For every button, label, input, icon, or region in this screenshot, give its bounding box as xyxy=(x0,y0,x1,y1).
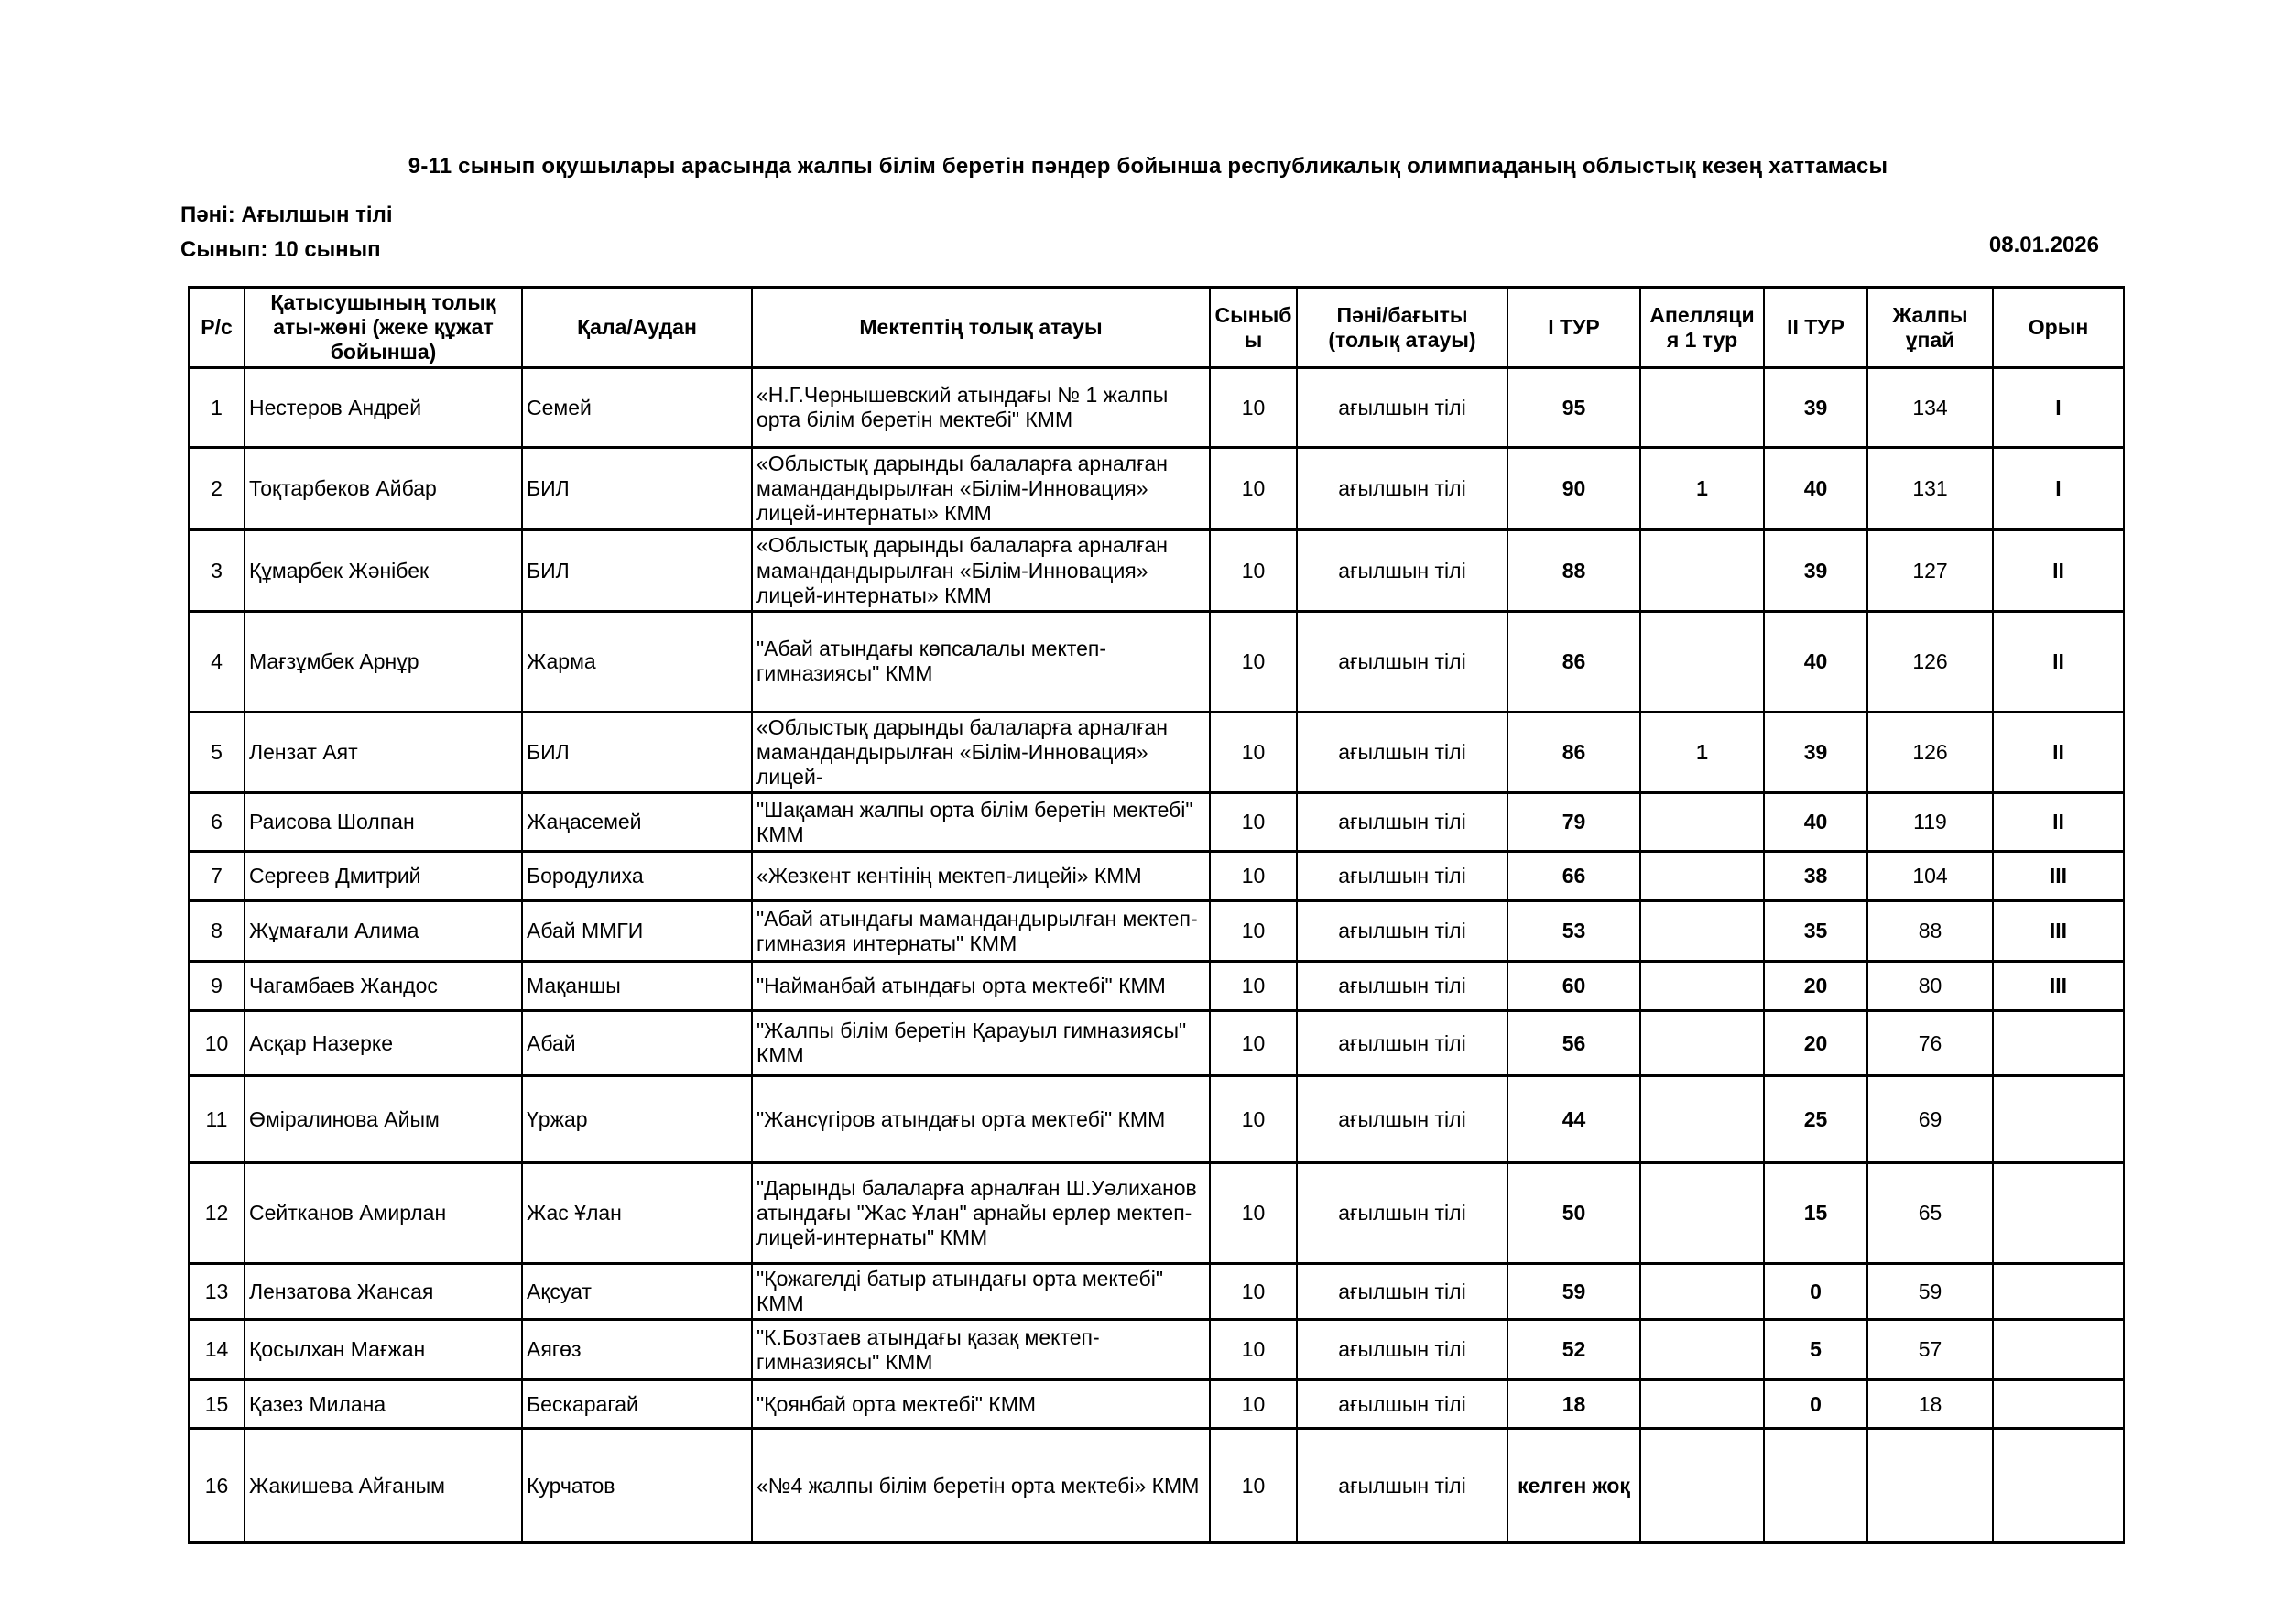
place-cell: III xyxy=(1993,852,2124,901)
total-score-cell: 65 xyxy=(1867,1163,1993,1264)
appeal-score-cell xyxy=(1640,962,1764,1011)
tour1-score-cell: 56 xyxy=(1507,1011,1640,1076)
tour2-score-cell: 20 xyxy=(1764,1011,1867,1076)
row-number-cell: 10 xyxy=(189,1011,245,1076)
school-cell: «№4 жалпы білім беретін орта мектебі» КММ xyxy=(752,1429,1210,1543)
tour1-score-cell: 88 xyxy=(1507,530,1640,611)
appeal-score-cell xyxy=(1640,368,1764,448)
tour2-score-cell: 25 xyxy=(1764,1076,1867,1163)
grade-cell: 10 xyxy=(1210,1380,1297,1429)
school-cell: "Қожагелді батыр атындағы орта мектебі" КММ xyxy=(752,1264,1210,1320)
document-title: 9-11 сынып оқушылары арасында жалпы білім беретін пәндер бойынша республикалық олимпиаданың облыстық кезең хаттамасы xyxy=(408,154,1888,179)
city-cell: Бородулиха xyxy=(522,852,752,901)
tour1-score-cell: 44 xyxy=(1507,1076,1640,1163)
table-row xyxy=(189,793,2124,852)
school-cell: «Облыстық дарынды балаларға арналған мамандандырылған «Білім-Инновация» лицей- xyxy=(752,712,1210,792)
school-cell: "Дарынды балаларға арналған Ш.Уәлиханов атындағы "Жас Ұлан" арнайы ерлер мектеп-лицей-интернаты" КММ xyxy=(752,1163,1210,1264)
appeal-score-cell xyxy=(1640,901,1764,962)
header-name: Қатысушының толық аты-жөні (жеке құжат бойынша) xyxy=(245,288,522,368)
place-cell: II xyxy=(1993,793,2124,852)
tour1-score-cell: 60 xyxy=(1507,962,1640,1011)
table-row xyxy=(189,1429,2124,1543)
table-header-row xyxy=(189,288,2124,368)
school-cell: "Абай атындағы көпсалалы мектеп-гимназиясы" КММ xyxy=(752,611,1210,712)
header-total: Жалпы ұпай xyxy=(1867,288,1993,368)
total-score-cell: 76 xyxy=(1867,1011,1993,1076)
table-row xyxy=(189,1163,2124,1264)
tour1-score-cell: 86 xyxy=(1507,712,1640,792)
total-score-cell: 131 xyxy=(1867,448,1993,530)
table-row xyxy=(189,1380,2124,1429)
city-cell: Бескарагай xyxy=(522,1380,752,1429)
tour2-score-cell: 0 xyxy=(1764,1264,1867,1320)
grade-cell: 10 xyxy=(1210,962,1297,1011)
appeal-score-cell xyxy=(1640,1380,1764,1429)
grade-cell: 10 xyxy=(1210,1429,1297,1543)
place-cell xyxy=(1993,1163,2124,1264)
table-row xyxy=(189,1320,2124,1380)
grade-label: Сынып: 10 сынып xyxy=(180,237,381,262)
tour2-score-cell: 5 xyxy=(1764,1320,1867,1380)
tour2-score-cell xyxy=(1764,1429,1867,1543)
subject-cell: ағылшын тілі xyxy=(1297,1264,1507,1320)
row-number-cell: 3 xyxy=(189,530,245,611)
tour2-score-cell: 15 xyxy=(1764,1163,1867,1264)
tour1-score-cell: 18 xyxy=(1507,1380,1640,1429)
tour2-score-cell: 38 xyxy=(1764,852,1867,901)
participant-name-cell: Сейтканов Амирлан xyxy=(245,1163,522,1264)
city-cell: Абай ММГИ xyxy=(522,901,752,962)
appeal-score-cell xyxy=(1640,852,1764,901)
participant-name-cell: Сергеев Дмитрий xyxy=(245,852,522,901)
participant-name-cell: Құмарбек Жәнібек xyxy=(245,530,522,611)
city-cell: БИЛ xyxy=(522,448,752,530)
school-cell: «Жезкент кентінің мектеп-лицейі» КММ xyxy=(752,852,1210,901)
subject-cell: ағылшын тілі xyxy=(1297,611,1507,712)
appeal-score-cell xyxy=(1640,1163,1764,1264)
total-score-cell: 126 xyxy=(1867,712,1993,792)
subject-cell: ағылшын тілі xyxy=(1297,368,1507,448)
row-number-cell: 14 xyxy=(189,1320,245,1380)
school-cell: "Абай атындағы мамандандырылған мектеп-гимназия интернаты" КММ xyxy=(752,901,1210,962)
subject-cell: ағылшын тілі xyxy=(1297,448,1507,530)
tour1-score-cell: 50 xyxy=(1507,1163,1640,1264)
city-cell: БИЛ xyxy=(522,530,752,611)
subject-cell: ағылшын тілі xyxy=(1297,962,1507,1011)
header-place: Орын xyxy=(1993,288,2124,368)
total-score-cell: 59 xyxy=(1867,1264,1993,1320)
appeal-score-cell xyxy=(1640,611,1764,712)
tour2-score-cell: 40 xyxy=(1764,448,1867,530)
grade-cell: 10 xyxy=(1210,1076,1297,1163)
grade-cell: 10 xyxy=(1210,1264,1297,1320)
place-cell xyxy=(1993,1320,2124,1380)
participant-name-cell: Раисова Шолпан xyxy=(245,793,522,852)
total-score-cell: 104 xyxy=(1867,852,1993,901)
grade-cell: 10 xyxy=(1210,1320,1297,1380)
school-cell: «Н.Г.Чернышевский атындағы № 1 жалпы орта білім беретін мектебі" КММ xyxy=(752,368,1210,448)
total-score-cell: 88 xyxy=(1867,901,1993,962)
tour2-score-cell: 0 xyxy=(1764,1380,1867,1429)
place-cell: III xyxy=(1993,901,2124,962)
tour1-score-cell: келген жоқ xyxy=(1507,1429,1640,1543)
city-cell: Мақаншы xyxy=(522,962,752,1011)
total-score-cell: 126 xyxy=(1867,611,1993,712)
participant-name-cell: Өміралинова Айым xyxy=(245,1076,522,1163)
place-cell: II xyxy=(1993,530,2124,611)
school-cell: "Қоянбай орта мектебі" КММ xyxy=(752,1380,1210,1429)
place-cell: I xyxy=(1993,368,2124,448)
tour1-score-cell: 86 xyxy=(1507,611,1640,712)
header-city: Қала/Аудан xyxy=(522,288,752,368)
table-row xyxy=(189,962,2124,1011)
city-cell: Абай xyxy=(522,1011,752,1076)
grade-cell: 10 xyxy=(1210,712,1297,792)
subject-cell: ағылшын тілі xyxy=(1297,852,1507,901)
subject-cell: ағылшын тілі xyxy=(1297,1320,1507,1380)
header-appeal: Апелляция 1 тур xyxy=(1640,288,1764,368)
appeal-score-cell xyxy=(1640,530,1764,611)
header-num: Р/с xyxy=(189,288,245,368)
subject-cell: ағылшын тілі xyxy=(1297,1380,1507,1429)
city-cell: Семей xyxy=(522,368,752,448)
subject-cell: ағылшын тілі xyxy=(1297,1429,1507,1543)
header-subject: Пәні/бағыты (толық атауы) xyxy=(1297,288,1507,368)
city-cell: Жаңасемей xyxy=(522,793,752,852)
tour1-score-cell: 52 xyxy=(1507,1320,1640,1380)
grade-cell: 10 xyxy=(1210,901,1297,962)
subject-label: Пәні: Ағылшын тілі xyxy=(180,202,393,227)
appeal-score-cell: 1 xyxy=(1640,448,1764,530)
row-number-cell: 16 xyxy=(189,1429,245,1543)
tour2-score-cell: 20 xyxy=(1764,962,1867,1011)
school-cell: "К.Бозтаев атындағы қазақ мектеп-гимназиясы" КММ xyxy=(752,1320,1210,1380)
row-number-cell: 5 xyxy=(189,712,245,792)
subject-cell: ағылшын тілі xyxy=(1297,1076,1507,1163)
table-row xyxy=(189,611,2124,712)
place-cell: II xyxy=(1993,712,2124,792)
participant-name-cell: Лензатова Жансая xyxy=(245,1264,522,1320)
tour2-score-cell: 40 xyxy=(1764,793,1867,852)
row-number-cell: 2 xyxy=(189,448,245,530)
header-tour2: II ТУР xyxy=(1764,288,1867,368)
school-cell: "Найманбай атындағы орта мектебі" КММ xyxy=(752,962,1210,1011)
header-school: Мектептің толық атауы xyxy=(752,288,1210,368)
grade-cell: 10 xyxy=(1210,852,1297,901)
participant-name-cell: Асқар Назерке xyxy=(245,1011,522,1076)
row-number-cell: 15 xyxy=(189,1380,245,1429)
place-cell xyxy=(1993,1264,2124,1320)
header-tour1: I ТУР xyxy=(1507,288,1640,368)
grade-cell: 10 xyxy=(1210,1011,1297,1076)
total-score-cell: 80 xyxy=(1867,962,1993,1011)
grade-cell: 10 xyxy=(1210,448,1297,530)
grade-cell: 10 xyxy=(1210,530,1297,611)
subject-cell: ағылшын тілі xyxy=(1297,712,1507,792)
subject-cell: ағылшын тілі xyxy=(1297,530,1507,611)
grade-cell: 10 xyxy=(1210,1163,1297,1264)
subject-cell: ағылшын тілі xyxy=(1297,1163,1507,1264)
table-row xyxy=(189,1076,2124,1163)
subject-cell: ағылшын тілі xyxy=(1297,1011,1507,1076)
table-row xyxy=(189,1011,2124,1076)
place-cell: I xyxy=(1993,448,2124,530)
participant-name-cell: Тоқтарбеков Айбар xyxy=(245,448,522,530)
tour2-score-cell: 39 xyxy=(1764,368,1867,448)
participant-name-cell: Лензат Аят xyxy=(245,712,522,792)
city-cell: Жас Ұлан xyxy=(522,1163,752,1264)
participant-name-cell: Қазез Милана xyxy=(245,1380,522,1429)
total-score-cell: 134 xyxy=(1867,368,1993,448)
row-number-cell: 12 xyxy=(189,1163,245,1264)
total-score-cell: 127 xyxy=(1867,530,1993,611)
appeal-score-cell xyxy=(1640,1011,1764,1076)
row-number-cell: 1 xyxy=(189,368,245,448)
tour2-score-cell: 39 xyxy=(1764,712,1867,792)
participant-name-cell: Мағзұмбек Арнұр xyxy=(245,611,522,712)
total-score-cell: 18 xyxy=(1867,1380,1993,1429)
row-number-cell: 8 xyxy=(189,901,245,962)
tour1-score-cell: 95 xyxy=(1507,368,1640,448)
results-table xyxy=(188,286,2125,1544)
tour2-score-cell: 39 xyxy=(1764,530,1867,611)
meta-block xyxy=(180,198,393,267)
tour1-score-cell: 79 xyxy=(1507,793,1640,852)
participant-name-cell: Жұмағали Алима xyxy=(245,901,522,962)
place-cell: III xyxy=(1993,962,2124,1011)
row-number-cell: 6 xyxy=(189,793,245,852)
row-number-cell: 13 xyxy=(189,1264,245,1320)
row-number-cell: 11 xyxy=(189,1076,245,1163)
grade-cell: 10 xyxy=(1210,793,1297,852)
city-cell: Аягөз xyxy=(522,1320,752,1380)
school-cell: «Облыстық дарынды балаларға арналған мамандандырылған «Білім-Инновация» лицей-интернаты» КММ xyxy=(752,530,1210,611)
tour1-score-cell: 59 xyxy=(1507,1264,1640,1320)
subject-cell: ағылшын тілі xyxy=(1297,793,1507,852)
table-row xyxy=(189,712,2124,792)
document-date: 08.01.2026 xyxy=(1988,233,2099,257)
tour1-score-cell: 66 xyxy=(1507,852,1640,901)
appeal-score-cell xyxy=(1640,1076,1764,1163)
tour2-score-cell: 35 xyxy=(1764,901,1867,962)
city-cell: Курчатов xyxy=(522,1429,752,1543)
place-cell xyxy=(1993,1380,2124,1429)
table-row xyxy=(189,901,2124,962)
total-score-cell: 119 xyxy=(1867,793,1993,852)
city-cell: Ақсуат xyxy=(522,1264,752,1320)
subject-cell: ағылшын тілі xyxy=(1297,901,1507,962)
table-row xyxy=(189,448,2124,530)
total-score-cell xyxy=(1867,1429,1993,1543)
table-row xyxy=(189,368,2124,448)
participant-name-cell: Қосылхан Мағжан xyxy=(245,1320,522,1380)
row-number-cell: 7 xyxy=(189,852,245,901)
row-number-cell: 4 xyxy=(189,611,245,712)
school-cell: «Облыстық дарынды балаларға арналған мамандандырылған «Білім-Инновация» лицей-интернаты» КММ xyxy=(752,448,1210,530)
place-cell xyxy=(1993,1076,2124,1163)
participant-name-cell: Жакишева Айғаным xyxy=(245,1429,522,1543)
tour1-score-cell: 90 xyxy=(1507,448,1640,530)
city-cell: Жарма xyxy=(522,611,752,712)
school-cell: "Жалпы білім беретін Қарауыл гимназиясы" КММ xyxy=(752,1011,1210,1076)
place-cell xyxy=(1993,1011,2124,1076)
header-grade: Сыныбы xyxy=(1210,288,1297,368)
total-score-cell: 69 xyxy=(1867,1076,1993,1163)
appeal-score-cell: 1 xyxy=(1640,712,1764,792)
school-cell: "Жансүгіров атындағы орта мектебі" КММ xyxy=(752,1076,1210,1163)
tour1-score-cell: 53 xyxy=(1507,901,1640,962)
school-cell: "Шақаман жалпы орта білім беретін мектебі" КММ xyxy=(752,793,1210,852)
table-row xyxy=(189,852,2124,901)
city-cell: Үржар xyxy=(522,1076,752,1163)
appeal-score-cell xyxy=(1640,1429,1764,1543)
appeal-score-cell xyxy=(1640,793,1764,852)
appeal-score-cell xyxy=(1640,1264,1764,1320)
table-row xyxy=(189,530,2124,611)
row-number-cell: 9 xyxy=(189,962,245,1011)
participant-name-cell: Нестеров Андрей xyxy=(245,368,522,448)
grade-cell: 10 xyxy=(1210,368,1297,448)
table-row xyxy=(189,1264,2124,1320)
tour2-score-cell: 40 xyxy=(1764,611,1867,712)
grade-cell: 10 xyxy=(1210,611,1297,712)
city-cell: БИЛ xyxy=(522,712,752,792)
total-score-cell: 57 xyxy=(1867,1320,1993,1380)
participant-name-cell: Чагамбаев Жандос xyxy=(245,962,522,1011)
place-cell: II xyxy=(1993,611,2124,712)
place-cell xyxy=(1993,1429,2124,1543)
appeal-score-cell xyxy=(1640,1320,1764,1380)
